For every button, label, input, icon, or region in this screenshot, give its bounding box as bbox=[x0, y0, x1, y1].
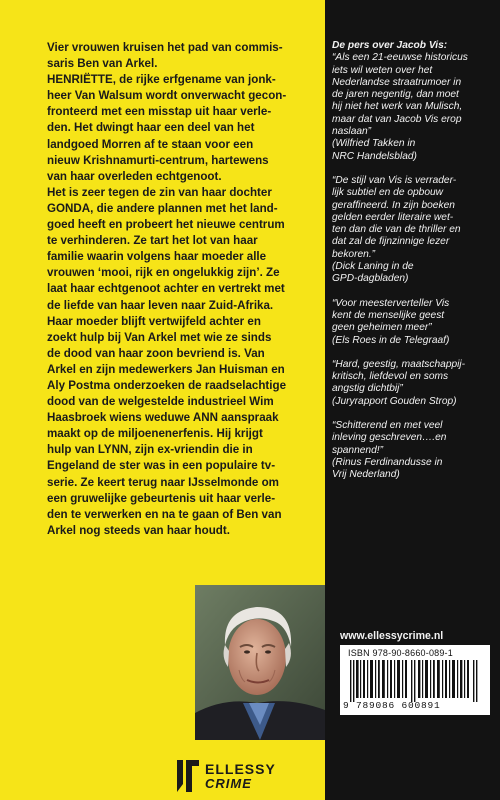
quote-line: geraffineerd. In zijn boeken bbox=[332, 199, 455, 211]
logo-wordmark: ELLESSY bbox=[205, 761, 276, 777]
quote-line: “Schitterend en met veel bbox=[332, 420, 443, 432]
quote-line: “Als een 21-eeuwse historicus bbox=[332, 52, 468, 64]
quote-line: Nederlandse straatrumoer in bbox=[332, 76, 462, 88]
synopsis-line: Aly Postma onderzoeken de raadselachtige bbox=[47, 378, 287, 392]
quote-source: NRC Handelsblad) bbox=[332, 150, 417, 162]
synopsis-line: nieuw Krishnamurti-centrum, hartewens bbox=[47, 153, 269, 167]
synopsis-line: saris Ben van Arkel. bbox=[47, 57, 158, 71]
synopsis-line: HENRIËTTE, de rijke erfgename van jonk- bbox=[47, 73, 276, 87]
publisher-website: www.ellessycrime.nl bbox=[340, 630, 444, 642]
quote-line: gelden eerder literaire wet- bbox=[332, 211, 454, 223]
synopsis-line: dood van de welgestelde industrieel Wim bbox=[47, 395, 274, 409]
synopsis-line: familie waarin volgens haar moeder alle bbox=[47, 250, 267, 264]
quote-line: iets wil weten over het bbox=[332, 64, 433, 76]
press-heading: De pers over Jacob Vis: bbox=[332, 40, 448, 51]
quote-source: (Juryrapport Gouden Strop) bbox=[332, 395, 457, 407]
synopsis-line: Vier vrouwen kruisen het pad van commis- bbox=[47, 41, 283, 54]
quote-line: geen geheimen meer” bbox=[332, 322, 432, 334]
quote-source: (Els Roes in de Telegraaf) bbox=[332, 334, 450, 346]
synopsis-line: maakt op de miljoenenerfenis. Hij krijgt bbox=[47, 427, 263, 441]
ean-digits: 9 789086 600891 bbox=[343, 700, 441, 711]
publisher-logo bbox=[175, 758, 325, 794]
synopsis-line: fronteerd met een misstap uit haar verle- bbox=[47, 105, 272, 119]
quote-line: spannend!” bbox=[332, 444, 383, 456]
synopsis-line: de dood van haar zoon bevriend is. Van bbox=[47, 346, 265, 360]
synopsis-line: laat haar echtgenoot achter en vertrekt met bbox=[47, 282, 285, 296]
quote-line: “De stijl van Vis is verrader- bbox=[332, 174, 457, 186]
synopsis-line: landgoed Morren af te staan voor een bbox=[47, 137, 254, 151]
quote-source: GPD-dagbladen) bbox=[332, 273, 409, 285]
synopsis-line: heer Van Walsum wordt onverwacht gecon- bbox=[47, 89, 287, 103]
synopsis-line: vrouwen ‘mooi, rijk en ongelukkig zijn’. Ze bbox=[47, 266, 280, 280]
quote-line: lijk subtiel en de opbouw bbox=[332, 187, 444, 199]
synopsis-line: de liefde van haar leven naar Zuid-Afrika. bbox=[47, 298, 274, 312]
quote-line: dat zal de fijnzinnige lezer bbox=[332, 236, 450, 248]
synopsis-line: een gruwelijke gebeurtenis uit haar verle- bbox=[47, 491, 276, 505]
quote-line: inleving geschreven….en bbox=[332, 432, 447, 444]
quote-line: maar dat van Jacob Vis erop bbox=[332, 113, 462, 125]
quote-source: (Dick Laning in de bbox=[332, 261, 414, 273]
quote-line: angstig dichtbij” bbox=[332, 383, 403, 395]
press-quote-block bbox=[332, 52, 492, 163]
quote-line: kent de menselijke geest bbox=[332, 309, 445, 321]
quote-line: naslaan” bbox=[332, 126, 372, 138]
press-quote-block bbox=[332, 359, 492, 408]
synopsis-line: Engeland de ster was in een populaire tv- bbox=[47, 459, 276, 473]
synopsis-line: serie. Ze keert terug naar IJsselmonde om bbox=[47, 475, 279, 489]
synopsis-text bbox=[47, 40, 319, 539]
quote-line: kritisch, liefdevol en soms bbox=[332, 371, 449, 383]
synopsis-line: te verhinderen. Ze tart het lot van haar bbox=[47, 234, 258, 248]
quote-source: Vrij Nederland) bbox=[332, 469, 400, 481]
quote-source: (Rinus Ferdinandusse in bbox=[332, 456, 443, 468]
ellessy-logo-icon bbox=[175, 758, 201, 794]
quote-source: (Wilfried Takken in bbox=[332, 138, 416, 150]
author-photo bbox=[195, 585, 325, 740]
press-quote-block bbox=[332, 298, 492, 347]
quote-line: hij niet het werk van Mulisch, bbox=[332, 101, 463, 113]
synopsis-line: Haar moeder blijft vertwijfeld achter en bbox=[47, 314, 261, 328]
synopsis-line: den. Het dwingt haar een deel van het bbox=[47, 121, 255, 135]
logo-subtitle: CRIME bbox=[205, 776, 252, 791]
synopsis-line: den te verwerken en na te gaan of Ben van bbox=[47, 507, 282, 521]
synopsis-line: hulp van LYNN, zijn ex-vriendin die in bbox=[47, 443, 253, 457]
quote-line: bekoren.” bbox=[332, 248, 376, 260]
press-quote-block bbox=[332, 420, 492, 481]
synopsis-line: van haar overleden echtgenoot. bbox=[47, 169, 222, 183]
synopsis-line: goed heeft en probeert het nieuwe centrum bbox=[47, 218, 285, 232]
synopsis-line: Arkel nog steeds van haar houdt. bbox=[47, 523, 230, 537]
press-quotes bbox=[332, 40, 492, 494]
synopsis-line: Arkel en zijn medewerkers Jan Huisman en bbox=[47, 362, 285, 376]
quote-line: ten dan die van de thriller en bbox=[332, 224, 461, 236]
synopsis-line: zoekt hulp bij Van Arkel met wie ze sinds bbox=[47, 330, 272, 344]
quote-line: “Hard, geestig, maatschappij- bbox=[332, 358, 466, 370]
synopsis-line: GONDA, die andere plannen met het land- bbox=[47, 201, 278, 215]
synopsis-line: Haasbroek wiens weduwe ANN aanspraak bbox=[47, 411, 279, 425]
barcode-bars-icon bbox=[350, 660, 480, 702]
synopsis-line: Het is zeer tegen de zin van haar dochter bbox=[47, 185, 272, 199]
barcode bbox=[340, 645, 490, 715]
press-quote-block bbox=[332, 175, 492, 286]
quote-line: de jaren negentig, dan moet bbox=[332, 89, 459, 101]
isbn-text: ISBN 978-90-8660-089-1 bbox=[348, 648, 453, 658]
quote-line: “Voor meesterverteller Vis bbox=[332, 297, 450, 309]
